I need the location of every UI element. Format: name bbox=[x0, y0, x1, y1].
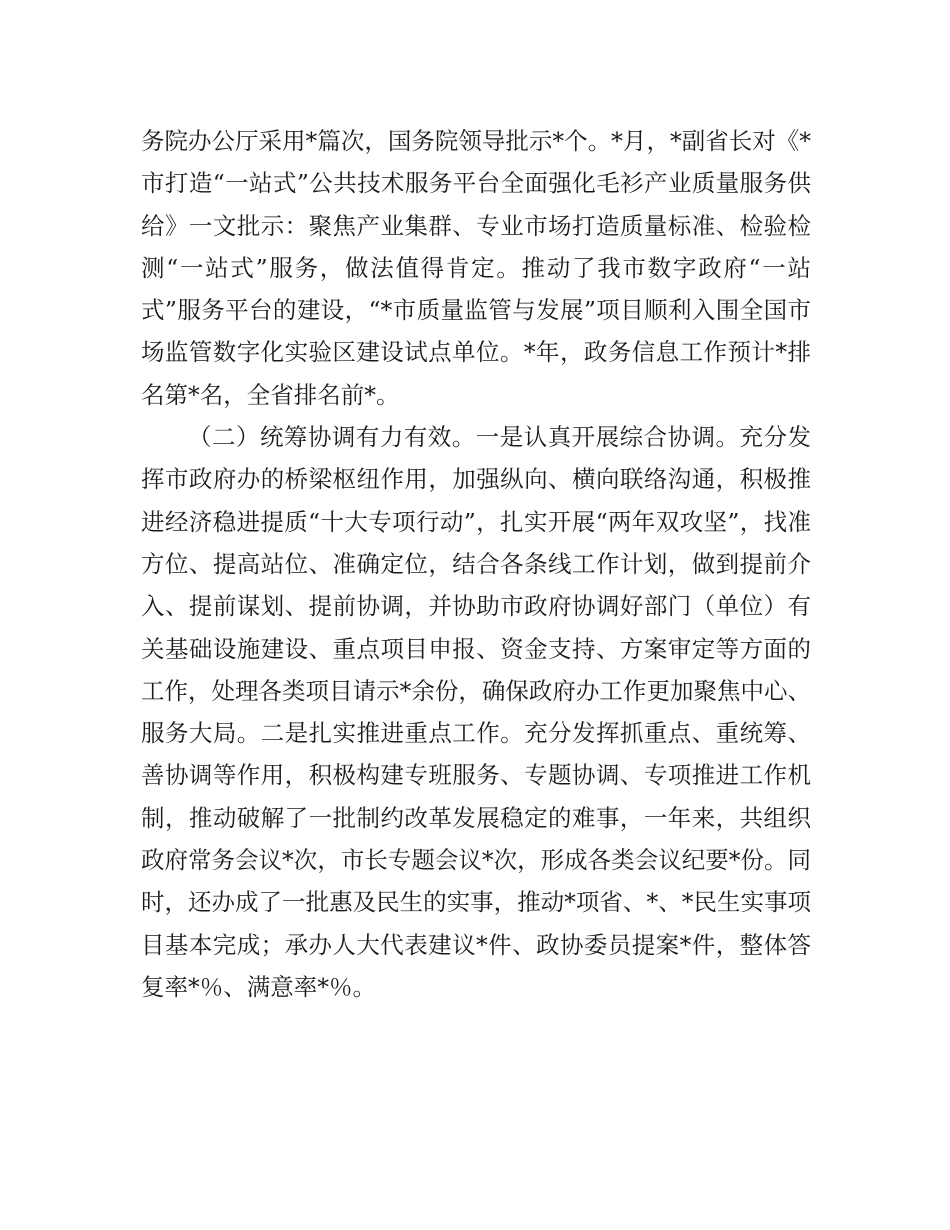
document-body bbox=[141, 120, 811, 1008]
paragraph-continuation: 务院办公厅采用*篇次，国务院领导批示*个。*月，*副省长对《*市打造“一站式”公共技术服务平台全面强化毛衫产业质量服务供给》一文批示：聚焦产业集群、专业市场打造质量标准、检验检测“一站式”服务，做法值得肯定。推动了我市数字政府“一站式”服务平台的建设，“*市质量监管与发展”项目顺利入围全国市场监管数字化实验区建设试点单位。*年，政务信息工作预计*排名第*名，全省排名前*。 bbox=[141, 127, 811, 409]
paragraph-section-two: （二）统筹协调有力有效。一是认真开展综合协调。充分发挥市政府办的桥梁枢纽作用，加强纵向、横向联络沟通，积极推进经济稳进提质“十大专项行动”，扎实开展“两年双攻坚”，找准方位、提高站位、准确定位，结合各条线工作计划，做到提前介入、提前谋划、提前协调，并协助市政府协调好部门（单位）有关基础设施建设、重点项目申报、资金支持、方案审定等方面的工作，处理各类项目请示*余份，确保政府办工作更加聚焦中心、服务大局。二是扎实推进重点工作。充分发挥抓重点、重统筹、善协调等作用，积极构建专班服务、专题协调、专项推进工作机制，推动破解了一批制约改革发展稳定的难事，一年来，共组织政府常务会议*次，市长专题会议*次，形成各类会议纪要*份。同时，还办成了一批惠及民生的实事，推动*项省、*、*民生实事项目基本完成；承办人大代表建议*件、政协委员提案*件，整体答复率*％、满意率*％。 bbox=[141, 423, 811, 1001]
